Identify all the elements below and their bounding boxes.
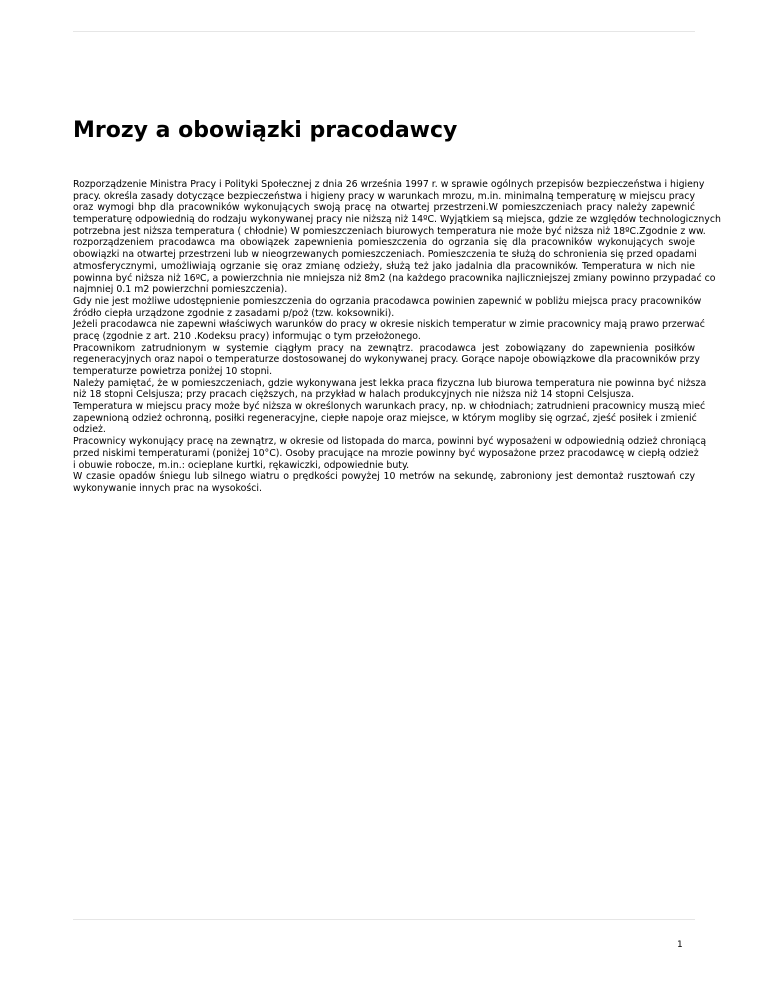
body-text-line: przed niskimi temperaturami (poniżej 10°C). Osoby pracujące na mrozie powinny być wyposażone przez pracodawcę w ciepłą odzież	[73, 447, 699, 459]
body-text-line: obowiązki na otwartej przestrzeni lub w nieogrzewanych pomieszczeniach. Pomieszczenia te służą do schronienia się przed opadami	[73, 249, 697, 261]
body-text-line: najmniej 0.1 m2 powierzchni pomieszczenia).	[73, 284, 288, 296]
body-text-line: wykonywanie innych prac na wysokości.	[73, 482, 262, 494]
body-text-line: potrzebna jest niższa temperatura ( chłodnie) W pomieszczeniach biurowych temperatura nie może być niższa niż 18ºC.Zgodnie z ww.	[73, 225, 706, 237]
document-body	[73, 179, 721, 495]
body-text-line: Rozporządzenie Ministra Pracy i Polityki Społecznej z dnia 26 września 1997 r. w sprawie ogólnych przepisów bezpieczeństwa i higieny	[73, 179, 705, 190]
body-text-line: pracy. określa zasady dotyczące bezpieczeństwa i higieny pracy w warunkach mrozu, m.in. minimalną temperaturę w miejscu pracy	[73, 190, 695, 202]
body-text-line: zapewnioną odzież ochronną, posiłki regeneracyjne, ciepłe napoje oraz miejsce, w którym mogliby się ogrzać, zjeść posiłek i zmienić	[73, 412, 697, 424]
body-text-line: regeneracyjnych oraz napoi o temperaturze dostosowanej do wykonywanej pracy. Gorące napoje obowiązkowe dla pracowników przy	[73, 354, 700, 366]
body-text-line: rozporządzeniem pracodawca ma obowiązek zapewnienia pomieszczenia do ogrzania się dla pracowników wykonujących swoje	[73, 237, 695, 249]
body-text-line: niż 18 stopni Celsjusza; przy pracach cięższych, na przykład w halach produkcyjnych nie niższa niż 14 stopni Celsjusza.	[73, 389, 635, 401]
body-text-line: Pracownicy wykonujący pracę na zewnątrz, w okresie od listopada do marca, powinni być wyposażeni w odpowiednią odzież chroniącą	[73, 436, 707, 448]
body-text-line: W czasie opadów śniegu lub silnego wiatru o prędkości powyżej 10 metrów na sekundę, zabroniony jest demontaż rusztowań czy	[73, 471, 695, 483]
body-text-line: i obuwie robocze, m.in.: ocieplane kurtki, rękawiczki, odpowiednie buty.	[73, 459, 410, 471]
document-title: Mrozy a obowiązki pracodawcy	[73, 118, 458, 143]
body-text-line: pracę (zgodnie z art. 210 .Kodeksu pracy) informując o tym przełożonego.	[73, 330, 421, 342]
page-number: 1	[677, 940, 683, 950]
body-text-line: temperaturze powietrza poniżej 10 stopni.	[73, 366, 273, 377]
body-text-line: źródło ciepła urządzone zgodnie z zasadami p/poż (tzw. koksowniki).	[73, 307, 395, 319]
body-text-line: oraz wymogi bhp dla pracowników wykonujących swoją pracę na otwartej przestrzeni.W pomieszczeniach pracy należy zapewnić	[73, 202, 695, 214]
body-text-line: odzież.	[73, 424, 106, 436]
body-text-line: atmosferycznymi, umożliwiają ogrzanie się oraz zmianę odzieży, służą też jako jadalnia dla pracowników. Temperatura w nich nie	[73, 260, 695, 272]
body-text-line: Pracownikom zatrudnionym w systemie ciągłym pracy na zewnątrz. pracodawca jest zobowiązany do zapewnienia posiłków	[73, 342, 695, 354]
body-text-line: Gdy nie jest możliwe udostępnienie pomieszczenia do ogrzania pracodawca powinien zapewnić w pobliżu miejsca pracy pracowników	[73, 295, 702, 307]
body-text-line: temperaturę odpowiednią do rodzaju wykonywanej pracy nie niższą niż 14ºC. Wyjątkiem są miejsca, gdzie ze względów technologicznych	[73, 214, 721, 226]
page-bottom-divider	[73, 919, 695, 920]
body-text-line: powinna być niższa niż 16ºC, a powierzchnia nie mniejsza niż 8m2 (na każdego pracownika najliczniejszej zmiany powinno przypadać co	[73, 272, 716, 284]
body-text-line: Należy pamiętać, że w pomieszczeniach, gdzie wykonywana jest lekka praca fizyczna lub biurowa temperatura nie powinna być niższa	[73, 377, 707, 389]
body-text-line: Jeżeli pracodawca nie zapewni właściwych warunków do pracy w okresie niskich temperatur w zimie pracownicy mają prawo przerwać	[73, 319, 705, 331]
page-top-divider	[73, 31, 695, 32]
body-text-line: Temperatura w miejscu pracy może być niższa w określonych warunkach pracy, np. w chłodniach; zatrudnieni pracownicy muszą mieć	[73, 401, 706, 413]
